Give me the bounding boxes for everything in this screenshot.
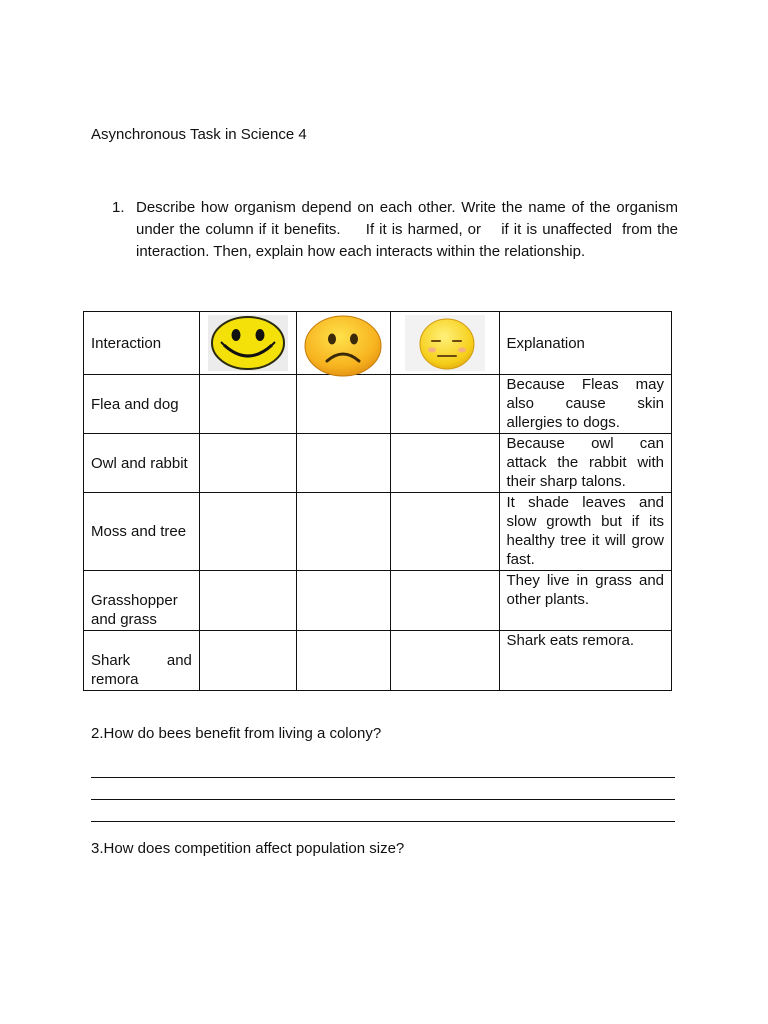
worksheet-title: Asynchronous Task in Science 4 [91, 126, 307, 143]
unaffected-cell[interactable] [390, 493, 499, 571]
explanation-cell: Because Fleas may also cause skin allergies to dogs. [499, 375, 672, 434]
benefit-cell[interactable] [199, 571, 296, 631]
explanation-cell: Because owl can attack the rabbit with their sharp talons. [499, 434, 672, 493]
unaffected-cell[interactable] [390, 375, 499, 434]
benefit-cell[interactable] [199, 631, 296, 691]
interaction-cell: Moss and tree [84, 493, 200, 571]
smiling-face-icon [208, 315, 288, 371]
explanation-cell: They live in grass and other plants. [499, 571, 672, 631]
interaction-cell [84, 631, 200, 691]
question-1-number: 1. [112, 199, 125, 216]
answer-line[interactable] [91, 777, 675, 778]
table-row [84, 434, 672, 493]
table-header-row [84, 312, 672, 375]
header-unaffected-cell [390, 312, 499, 375]
unaffected-cell[interactable] [390, 571, 499, 631]
benefit-cell[interactable] [199, 434, 296, 493]
explanation-cell: Shark eats remora. [499, 631, 672, 691]
interaction-cell-line-2: remora [91, 671, 139, 688]
explanation-cell: It shade leaves and slow growth but if its healthy tree it will grow fast. [499, 493, 672, 571]
unaffected-cell[interactable] [390, 434, 499, 493]
benefit-cell[interactable] [199, 375, 296, 434]
harmed-cell[interactable] [296, 631, 390, 691]
frowning-face-icon [303, 315, 383, 371]
table-row [84, 493, 672, 571]
question-2: 2.How do bees benefit from living a colony? [91, 725, 382, 742]
answer-line[interactable] [91, 821, 675, 822]
table-row [84, 571, 672, 631]
header-interaction: Interaction [84, 312, 200, 375]
interaction-cell: Owl and rabbit [84, 434, 200, 493]
harmed-cell[interactable] [296, 571, 390, 631]
harmed-cell[interactable] [296, 493, 390, 571]
neutral-face-icon [405, 315, 485, 371]
header-explanation: Explanation [499, 312, 672, 375]
harmed-cell[interactable] [296, 375, 390, 434]
interaction-cell: Grasshopper and grass [84, 571, 200, 631]
interaction-cell-line-1: Shark and [91, 652, 192, 669]
table-row [84, 631, 672, 691]
harmed-cell[interactable] [296, 434, 390, 493]
unaffected-cell[interactable] [390, 631, 499, 691]
interactions-table [83, 311, 672, 691]
answer-line[interactable] [91, 799, 675, 800]
question-1-text: Describe how organism depend on each other. Write the name of the organism under the column if it benefits. If it is harmed, or if it is unaffected from the interaction. Then, explain how each interacts within the relationship. [136, 199, 683, 260]
interaction-cell: Flea and dog [84, 375, 200, 434]
question-3: 3.How does competition affect population size? [91, 840, 405, 857]
benefit-cell[interactable] [199, 493, 296, 571]
header-harmed-cell [296, 312, 390, 375]
header-benefit-cell [199, 312, 296, 375]
question-1 [112, 197, 683, 263]
table-row [84, 375, 672, 434]
